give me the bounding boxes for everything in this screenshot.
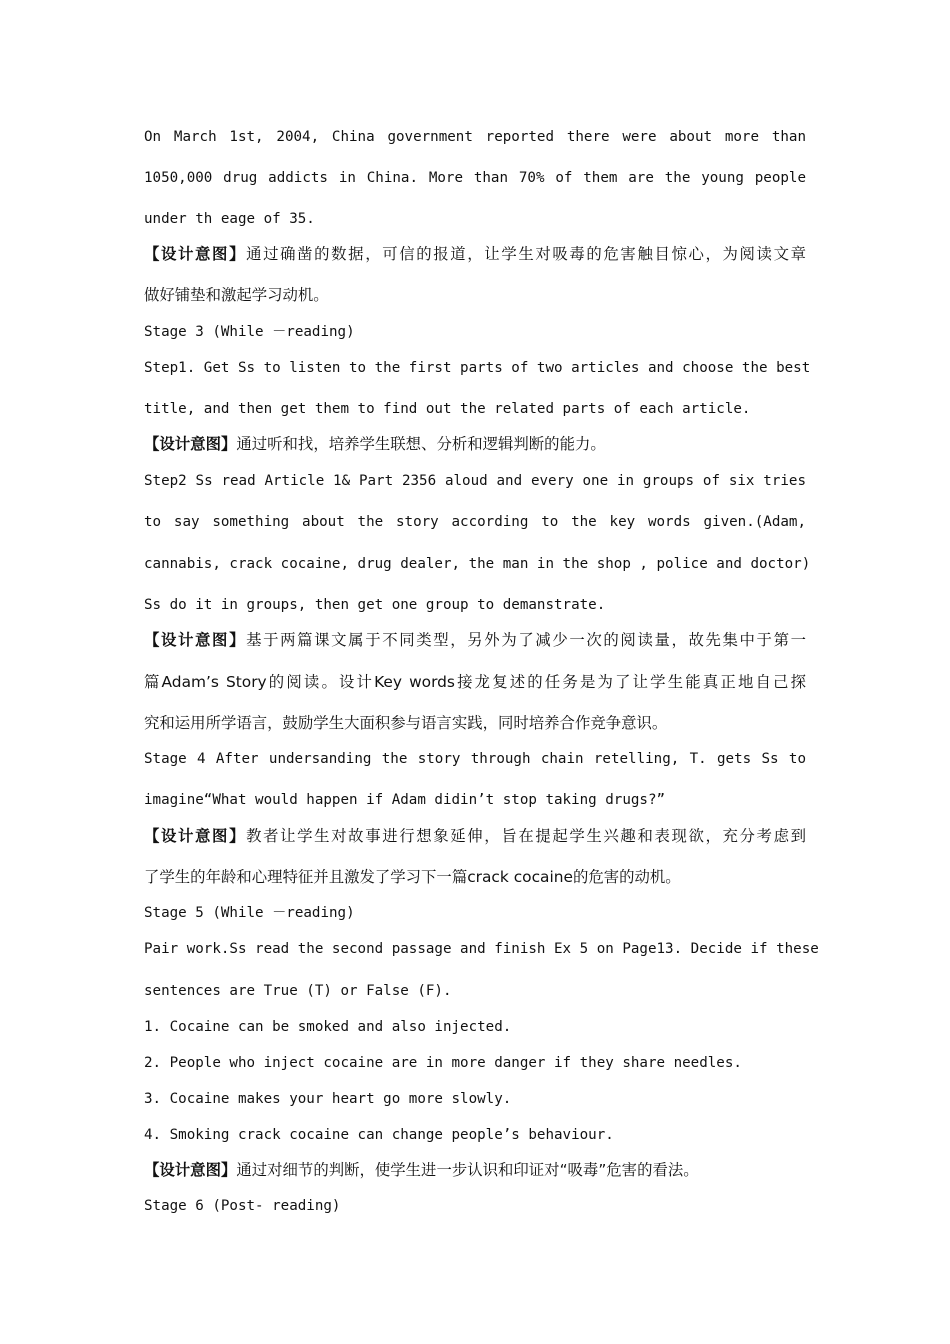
body-text-line: to say something about the story according to the key words given.(Adam, xyxy=(144,514,806,530)
body-text-line: imagine“What would happen if Adam didin’t stop taking drugs?” xyxy=(144,792,666,808)
body-text-line: 1050,000 drug addicts in China. More than 70% of them are the young people xyxy=(144,170,806,186)
design-intent-tag: 【设计意图】 xyxy=(144,245,247,263)
design-intent-text: 通过确凿的数据，可信的报道，让学生对吸毒的危害触目惊心，为阅读文章 xyxy=(246,245,806,263)
stage-heading: Stage 3 (While －reading) xyxy=(144,324,355,340)
body-text-line: 篇Adam’s Story的阅读。设计Key words接龙复述的任务是为了让学生能真正地自己探 xyxy=(144,673,806,691)
body-text-line: under th eage of 35. xyxy=(144,211,315,227)
body-text-line: 究和运用所学语言，鼓励学生大面积参与语言实践，同时培养合作竞争意识。 xyxy=(144,714,668,732)
stage-heading: Stage 6 (Post- reading) xyxy=(144,1198,341,1214)
body-text-line: Ss do it in groups, then get one group to demanstrate. xyxy=(144,597,606,613)
body-text-line: 做好铺垫和激起学习动机。 xyxy=(144,286,329,304)
design-intent-tag: 【设计意图】 xyxy=(144,827,247,845)
design-intent-tag: 【设计意图】 xyxy=(144,631,247,649)
list-item: 3. Cocaine makes your heart go more slowly. xyxy=(144,1091,512,1107)
design-intent-line xyxy=(144,1160,806,1180)
list-item: 1. Cocaine can be smoked and also injected. xyxy=(144,1019,512,1035)
design-intent-line xyxy=(144,826,806,846)
list-item: 2. People who inject cocaine are in more danger if they share needles. xyxy=(144,1055,742,1071)
design-intent-text: 通过听和找，培养学生联想、分析和逻辑判断的能力。 xyxy=(236,435,606,453)
stage-heading: Stage 5 (While －reading) xyxy=(144,905,355,921)
design-intent-text: 基于两篇课文属于不同类型，另外为了减少一次的阅读量，故先集中于第一 xyxy=(246,631,806,649)
design-intent-line xyxy=(144,434,806,454)
body-text-line: Pair work.Ss read the second passage and finish Ex 5 on Page13. Decide if these xyxy=(144,941,819,957)
design-intent-line xyxy=(144,630,806,650)
body-text-line: Step2 Ss read Article 1& Part 2356 aloud and every one in groups of six tries xyxy=(144,473,806,489)
list-item: 4. Smoking crack cocaine can change people’s behaviour. xyxy=(144,1127,614,1143)
body-text-line: On March 1st, 2004, China government reported there were about more than xyxy=(144,129,806,145)
stage-heading: Stage 4 After undersanding the story through chain retelling, T. gets Ss to xyxy=(144,751,806,767)
design-intent-tag: 【设计意图】 xyxy=(144,435,237,453)
design-intent-line xyxy=(144,244,806,264)
body-text-line: sentences are True (T) or False (F). xyxy=(144,983,452,999)
body-text-line: Step1. Get Ss to listen to the first parts of two articles and choose the best xyxy=(144,360,811,376)
body-text-line: 了学生的年龄和心理特征并且激发了学习下一篇crack cocaine的危害的动机。 xyxy=(144,868,681,886)
design-intent-text: 通过对细节的判断，使学生进一步认识和印证对“吸毒”危害的看法。 xyxy=(236,1161,699,1179)
design-intent-text: 教者让学生对故事进行想象延伸，旨在提起学生兴趣和表现欲，充分考虑到 xyxy=(246,827,806,845)
body-text-line: cannabis, crack cocaine, drug dealer, the man in the shop , police and doctor) xyxy=(144,556,811,572)
design-intent-tag: 【设计意图】 xyxy=(144,1161,237,1179)
body-text-line: title, and then get them to find out the related parts of each article. xyxy=(144,401,751,417)
